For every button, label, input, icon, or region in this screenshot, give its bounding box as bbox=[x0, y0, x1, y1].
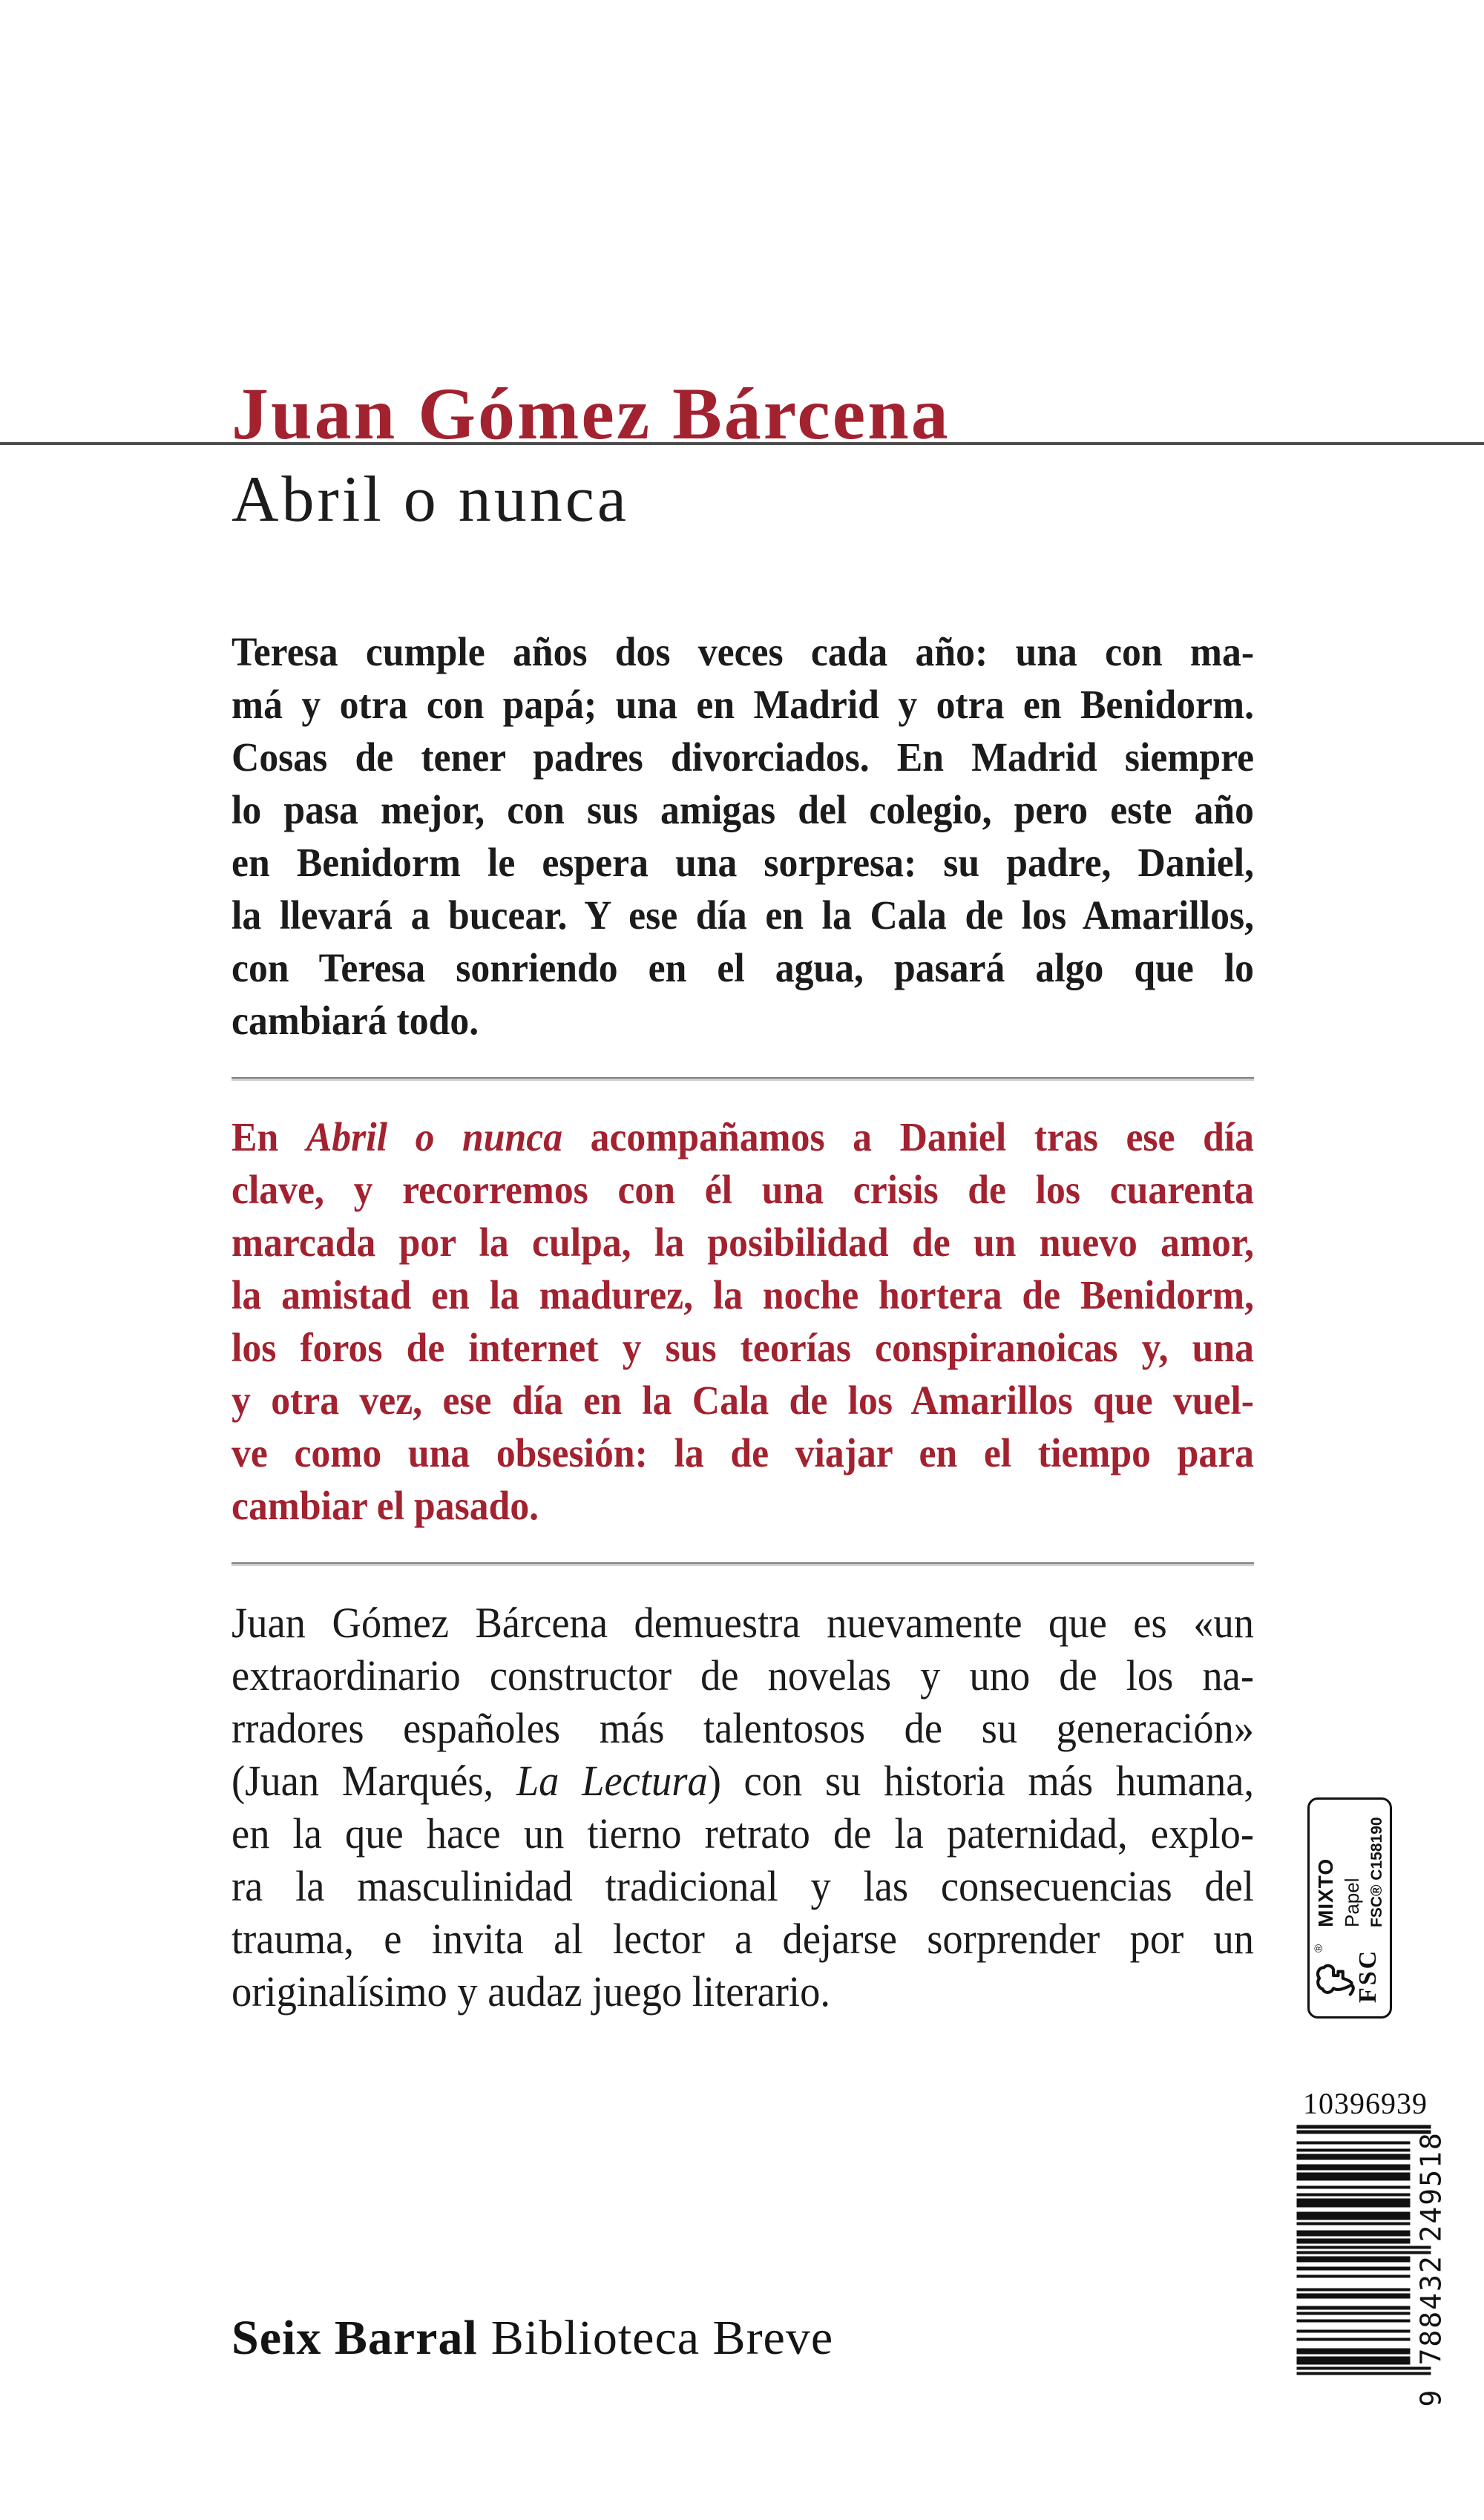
paragraph-line: ra la masculinidad tradicional y las consecuencias del bbox=[232, 1862, 1255, 1910]
paragraph-line: (Juan Marqués, La Lectura) con su historia más humana, bbox=[232, 1757, 1255, 1805]
divider-rule-bottom bbox=[232, 1562, 1254, 1566]
paragraph-line: ve como una obsesión: la de viajar en el tiempo para bbox=[232, 1430, 1255, 1476]
barcode-bar bbox=[1297, 2212, 1411, 2220]
divider-rule-top bbox=[232, 1077, 1254, 1081]
barcode-guard-bar bbox=[1297, 2246, 1431, 2249]
paragraph-line: con Teresa sonriendo en el agua, pasará algo que lo bbox=[232, 945, 1255, 990]
fsc-material: Papel bbox=[1341, 1878, 1363, 1927]
barcode-bar bbox=[1297, 2257, 1411, 2263]
fsc-label bbox=[1307, 1797, 1392, 2019]
barcode-bar bbox=[1297, 2230, 1411, 2236]
barcode-guard-bar bbox=[1297, 2372, 1431, 2375]
paragraph-line: má y otra con papá; una en Madrid y otra en Benidorm. bbox=[232, 682, 1255, 727]
fsc-wordmark: FSC bbox=[1354, 1948, 1382, 2003]
barcode-guard-bar bbox=[1297, 2131, 1431, 2134]
barcode-guard-bar bbox=[1297, 2366, 1431, 2369]
paragraph-line: cambiar el pasado. bbox=[232, 1483, 539, 1528]
fsc-certification-type: MIXTO bbox=[1314, 1858, 1337, 1927]
paragraph-line: extraordinario constructor de novelas y uno de los na- bbox=[232, 1651, 1255, 1700]
paragraph-line: en la que hace un tierno retrato de la paternidad, explo- bbox=[232, 1809, 1255, 1858]
paragraph-line: originalísimo y audaz juego literario. bbox=[232, 1967, 830, 2016]
book-title: Abril o nunca bbox=[232, 464, 629, 536]
fsc-label-inner bbox=[1307, 1797, 1392, 2019]
barcode-bar bbox=[1297, 2185, 1411, 2188]
fsc-registered-icon: ® bbox=[1313, 1944, 1325, 1952]
fsc-license-code: FSC® C158190 bbox=[1368, 1817, 1385, 1927]
paragraph-line: los foros de internet y sus teorías conspiranoicas y, una bbox=[232, 1325, 1255, 1370]
barcode-bar bbox=[1297, 2141, 1411, 2144]
barcode-bar bbox=[1297, 2275, 1411, 2278]
barcode-bar bbox=[1297, 2223, 1411, 2225]
paragraph-line: Juan Gómez Bárcena demuestra nuevamente que es «un bbox=[232, 1599, 1255, 1647]
barcode-bar bbox=[1297, 2165, 1411, 2171]
barcode-bar bbox=[1297, 2199, 1411, 2207]
paragraph-line: la amistad en la madurez, la noche hortera de Benidorm, bbox=[232, 1272, 1255, 1317]
barcode-bar bbox=[1297, 2194, 1411, 2197]
paragraph-line: la llevará a bucear. Y ese día en la Cala de los Amarillos, bbox=[232, 892, 1255, 938]
barcode-bar bbox=[1297, 2293, 1411, 2299]
barcode-bar bbox=[1297, 2154, 1411, 2160]
publisher-line bbox=[232, 2311, 834, 2365]
isbn-group-2: 249518 bbox=[1414, 2131, 1448, 2243]
author-name: Juan Gómez Bárcena bbox=[232, 372, 951, 455]
barcode-guard-bar bbox=[1297, 2251, 1431, 2254]
paragraph-line: Cosas de tener padres divorciados. En Madrid siempre bbox=[232, 734, 1255, 780]
isbn-first-digit: 9 bbox=[1414, 2388, 1448, 2407]
paragraph-line: cambiará todo. bbox=[232, 998, 479, 1043]
publisher-imprint: Seix Barral bbox=[232, 2311, 478, 2365]
paragraph-line: rradores españoles más talentosos de su generación» bbox=[232, 1704, 1255, 1752]
barcode-bar bbox=[1297, 2149, 1411, 2152]
barcode-bar bbox=[1297, 2312, 1411, 2315]
barcode-bar bbox=[1297, 2349, 1411, 2355]
barcode-bar bbox=[1297, 2306, 1411, 2309]
fsc-tree-icon bbox=[1313, 1960, 1359, 2007]
paragraph-line: trauma, e invita al lector a dejarse sorprender por un bbox=[232, 1915, 1255, 1963]
barcode-bar bbox=[1297, 2330, 1411, 2333]
barcode-bar bbox=[1297, 2173, 1411, 2181]
item-number: 10396939 bbox=[1303, 2087, 1428, 2120]
publisher-collection: Biblioteca Breve bbox=[490, 2311, 834, 2365]
highlight-paragraph bbox=[232, 1111, 1254, 1532]
paragraph-line: lo pasa mejor, con sus amigas del colegio, pero este año bbox=[232, 787, 1255, 832]
barcode-bar bbox=[1297, 2338, 1411, 2340]
paragraph-line: Teresa cumple años dos veces cada año: una con ma- bbox=[232, 629, 1255, 674]
isbn-group-1: 788432 bbox=[1414, 2254, 1448, 2366]
barcode-bar bbox=[1297, 2356, 1411, 2364]
barcode-guard-bar bbox=[1297, 2125, 1431, 2128]
paragraph-line: marcada por la culpa, la posibilidad de un nuevo amor, bbox=[232, 1220, 1255, 1265]
barcode-bar bbox=[1297, 2320, 1411, 2323]
paragraph-line: y otra vez, ese día en la Cala de los Amarillos que vuel- bbox=[232, 1378, 1255, 1423]
paragraph-line: En Abril o nunca acompañamos a Daniel tras ese día bbox=[232, 1114, 1255, 1159]
isbn-barcode-inner bbox=[1297, 2126, 1448, 2409]
isbn-barcode bbox=[1296, 2126, 1448, 2409]
review-paragraph bbox=[232, 1596, 1254, 2018]
synopsis-paragraph bbox=[232, 625, 1254, 1047]
paragraph-line: clave, y recorremos con él una crisis de los cuarenta bbox=[232, 1167, 1255, 1212]
barcode-bar bbox=[1297, 2238, 1411, 2244]
barcode-bar bbox=[1297, 2267, 1411, 2270]
paragraph-line: en Benidorm le espera una sorpresa: su padre, Daniel, bbox=[232, 840, 1255, 885]
barcode-bar bbox=[1297, 2288, 1411, 2291]
